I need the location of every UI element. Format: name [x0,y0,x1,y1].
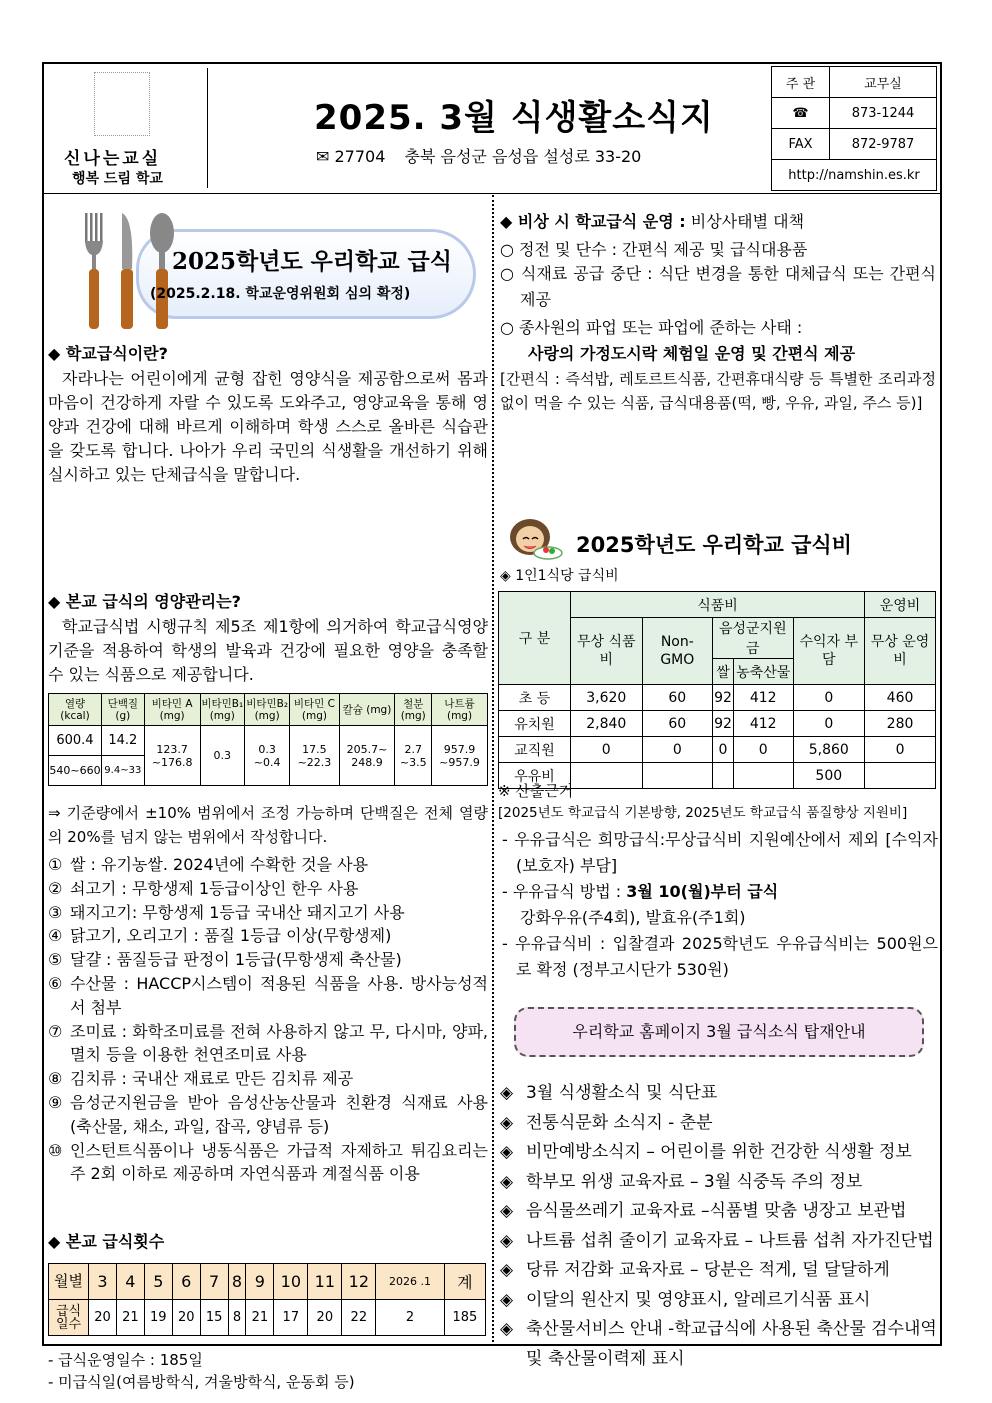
month-cell: 3 [89,1264,117,1300]
section-title-lunch-count: ◆ 본교 급식횟수 [48,1232,165,1251]
food-standards-list [48,801,488,1186]
list-item [48,1091,488,1139]
fee-header: 무상 식품비 [571,618,643,685]
fee-cell: 2,840 [571,711,643,737]
item-number: ⑧ [48,1069,63,1089]
fee-header: 식품비 [571,592,865,618]
fee-cell: 0 [642,737,713,763]
item-number: ⑤ [48,950,63,970]
emergency-title-rest: 비상사태별 대책 [685,212,805,231]
fee-cell: 412 [733,685,793,711]
fee-cell: 60 [642,711,713,737]
item-number: ⑨ [48,1092,63,1112]
logo-text: 신나는교실 [64,149,162,169]
basis-title: ※ 산출근거 [498,782,574,800]
count-cell: 20 [308,1300,342,1336]
diamond-bullet-icon: ◈ [500,1260,514,1280]
month-cell: 7 [200,1264,228,1300]
list-item-text: 이달의 원산지 및 영양표시, 알레르기식품 표시 [526,1289,871,1310]
item-number: ⑥ [48,973,63,993]
fee-cell: 500 [793,763,865,789]
days-row-label: 급식 일수 [49,1300,89,1336]
diamond-bullet-icon: ◈ [500,1112,514,1133]
fee-cell: 0 [793,685,865,711]
list-item-text: 나트륨 섭취 줄이기 교육자료 – 나트륨 섭취 자가진단법 [526,1230,934,1251]
protein-range: 9.4~33 [101,756,144,786]
fee-cell: 60 [642,685,713,711]
count-cell: 20 [89,1300,117,1336]
kcal-range: 540~660 [49,756,102,786]
item-number: ⑩ [48,1140,63,1160]
list-item [500,1138,938,1168]
nutrient-header: 단백질 (g) [101,694,144,726]
homepage-content-list [500,1079,938,1374]
fee-title: 2025학년도 우리학교 급식비 [576,533,852,557]
diamond-bullet-icon: ◈ [500,1201,514,1221]
count-cell: 22 [342,1300,376,1336]
month-cell: 10 [274,1264,308,1300]
right-column [494,195,940,1369]
list-item [500,1168,938,1198]
item-text: 달걀 : 품질등급 판정이 1등급(무항생제 축산물) [70,950,402,970]
month-cell: 계 [444,1264,485,1300]
diamond-bullet-icon: ◈ [500,1171,514,1192]
lunch-count-table [48,1263,486,1336]
nutrient-range: 0.3 [200,726,244,786]
item-text: 닭고기, 오리고기 : 품질 1등급 이상(무항생제) [70,926,392,946]
fee-cell: 0 [733,737,793,763]
fee-cell: 0 [713,737,734,763]
list-item [500,1286,938,1316]
count-cell: 185 [444,1300,485,1336]
nutrient-header: 철분 (mg) [395,694,432,726]
no-lunch-days-note: - 미급식일(여름방학식, 겨울방학식, 운동회 등) [48,1373,355,1391]
list-item [500,1109,938,1139]
contact-value: 872-9787 [830,129,937,160]
phone-icon: ☎ [772,98,830,129]
list-item-text: 비만예방소식지 – 어린이를 위한 건강한 식생활 정보 [526,1142,912,1162]
simple-meal-note: [간편식 : 즉석밥, 레토르트식품, 간편휴대식량 등 특별한 조리과정 없이 먹을 수 있는 식품, 급식대용품(떡, 빵, 우유, 과일, 주스 등)] [500,370,936,412]
milk-method-label: - 우유급식 방법 : [502,882,627,901]
fee-cell: 0 [571,737,643,763]
diamond-bullet-icon: ◈ [500,1319,514,1339]
list-item [48,948,488,972]
nutrient-header: 비타민B₂ (mg) [244,694,289,726]
month-cell: 11 [308,1264,342,1300]
month-cell: 12 [342,1264,376,1300]
list-item [500,1256,938,1286]
fee-header: 농축산물 [733,659,793,685]
item-number: ⑦ [48,1021,63,1041]
zip-code: 27704 [334,147,386,166]
emergency-item: ○ 정전 및 단수 : 간편식 제공 및 급식대용품 [500,240,808,259]
contact-value: 교무실 [830,67,937,98]
nutrient-header: 비타민B₁ (mg) [200,694,244,726]
fee-cell: 3,620 [571,685,643,711]
item-number: ④ [48,926,63,946]
logo-image [94,72,150,136]
nutrient-range: 0.3 ~0.4 [244,726,289,786]
milk-note: - 우유급식은 희망급식:무상급식비 지원예산에서 제외 [수익자(보호자) 부담] [502,830,938,875]
emergency-item-bold: 사랑의 가정도시락 체험일 운영 및 간편식 제공 [528,344,856,363]
lunch-banner [80,213,480,329]
month-cell: 5 [144,1264,172,1300]
nutrient-range: 2.7 ~3.5 [395,726,432,786]
fee-row-label: 교직원 [499,737,571,763]
list-item [48,853,488,877]
address-text: 충북 음성군 음성읍 설성로 33-20 [404,147,642,166]
milk-fee-note: - 우유급식비 : 입찰결과 2025학년도 우유급식비는 500원으로 확정 (정부고시단가 530원) [502,934,938,979]
fee-header: 무상 운영비 [865,618,936,685]
diamond-bullet-icon: ◈ [500,1083,514,1103]
banner-title: 2025학년도 우리학교 급식 [172,248,452,275]
item-text: 돼지고기: 무항생제 1등급 국내산 돼지고기 사용 [70,902,405,922]
month-cell: 9 [246,1264,274,1300]
kcal-value: 600.4 [49,726,102,756]
fee-cell: 92 [713,711,734,737]
list-item [48,877,488,901]
list-item [48,1139,488,1187]
fee-row-label: 유치원 [499,711,571,737]
item-number: ③ [48,902,63,922]
contact-value: 873-1244 [830,98,937,129]
list-item-text: 당류 저감화 교육자료 – 당분은 적게, 덜 달달하게 [526,1260,890,1280]
diamond-bullet-icon: ◈ [500,1142,514,1162]
operating-days-note: - 급식운영일수 : 185일 [48,1351,203,1369]
nutrient-range: 205.7~ 248.9 [339,726,395,786]
nutrient-range: 17.5 ~22.3 [290,726,339,786]
contact-key: 주 관 [772,67,830,98]
header [44,64,940,194]
fee-cell: 92 [713,685,734,711]
mail-icon: ✉ [316,147,330,166]
item-text: 쌀 : 유기농쌀. 2024년에 수확한 것을 사용 [70,855,369,874]
list-item-text: 학부모 위생 교육자료 – 3월 식중독 주의 정보 [526,1171,863,1192]
fee-cell: 0 [793,711,865,737]
list-item [500,1079,938,1109]
list-item [48,901,488,925]
nutrient-header: 나트륨 (mg) [432,694,488,726]
nutrient-header: 비타민 C (mg) [290,694,339,726]
emergency-title-bold: ◆ 비상 시 학교급식 운영 : [500,212,686,231]
list-item [48,924,488,948]
emergency-item: ○ 종사원의 파업 또는 파업에 준하는 사태 : [500,318,803,337]
item-text: 조미료 : 화학조미료를 전혀 사용하지 않고 무, 다시마, 양파, 멸치 등을 이용한 천연조미료 사용 [70,1021,488,1065]
fee-cell: 0 [865,737,936,763]
fee-cell: 5,860 [793,737,865,763]
fee-row-label: 우유비 [499,763,571,789]
lunch-count-notes [48,1349,355,1393]
diamond-bullet-icon: ◈ [500,1289,514,1310]
lunch-fee-table [498,591,936,789]
month-cell: 8 [228,1264,246,1300]
fee-header: 쌀 [713,659,734,685]
list-item-text: 음식물쓰레기 교육자료 –식품별 맞춤 냉장고 보관법 [526,1201,907,1221]
month-cell: 6 [172,1264,200,1300]
protein-value: 14.2 [101,726,144,756]
fee-header: 음성군지원금 [713,618,793,659]
milk-types: 강화우유(주4회), 발효유(주1회) [520,908,746,927]
left-column [44,195,492,1391]
fee-row-label: 초 등 [499,685,571,711]
item-text: 수산물 : HACCP시스템이 적용된 식품을 사용. 방사능성적서 첨부 [70,973,488,1017]
contact-table [771,66,937,191]
item-text: 인스턴트식품이나 냉동식품은 가급적 자제하고 튀김요리는 주 2회 이하로 제공하며 자연식품과 계절식품 이용 [70,1140,488,1184]
list-item [48,1020,488,1068]
fee-subtitle: ◈ 1인1식당 급식비 [500,568,619,584]
count-cell: 8 [228,1300,246,1336]
knife-icon [114,213,140,329]
list-item-text: 축산물서비스 안내 -학교급식에 사용된 축산물 검수내역 및 축산물이력제 표시 [526,1319,937,1369]
list-item [500,1227,938,1257]
nutrient-range: 123.7 ~176.8 [144,726,200,786]
item-text: 김치류 : 국내산 재료로 만든 김치류 제공 [70,1069,354,1089]
emergency-title [500,209,804,232]
what-is-lunch-text: 자라나는 어린이에게 균형 잡힌 영양식을 제공함으로써 몸과 마음이 건강하게 자랄 수 있도록 도와주고, 영양교육을 통해 영양과 건강에 대해 바르게 이해하며 학생 스스로 올바른 식습관을 갖도록 합니다. 나아가 우리 국민의 식생활을 개선하기 위해 실시하고 있는 단체급식을 말합니다. [48,369,488,484]
nutrient-header: 칼슘 (mg) [339,694,395,726]
count-cell: 21 [116,1300,144,1336]
count-cell: 2 [376,1300,444,1336]
fee-cell: 412 [733,711,793,737]
standard-note: ⇒ 기준량에서 ±10% 범위에서 조정 가능하며 단백질은 전체 열량의 20%를 넘지 않는 범위에서 작성합니다. [48,804,488,846]
month-cell: 4 [116,1264,144,1300]
nutrition-table [48,693,488,786]
section-title-nutrition: ◆ 본교 급식의 영양관리는? [48,592,241,611]
count-cell: 19 [144,1300,172,1336]
address [316,144,641,167]
item-number: ② [48,878,63,898]
contact-key: FAX [772,129,830,160]
page-title: 2025. 3월 식생활소식지 [314,98,714,138]
diamond-bullet-icon: ◈ [500,1230,514,1251]
item-number: ① [48,855,63,874]
banner-subtitle: (2025.2.18. 학교운영위원회 심의 확정) [150,286,411,302]
item-text: 음성군지원금을 받아 음성산농산물과 친환경 식재료 사용(축산물, 채소, 과일, 잡곡, 양념류 등) [70,1092,488,1136]
item-text: 쇠고기 : 무항생제 1등급이상인 한우 사용 [70,878,359,898]
nutrient-range: 957.9 ~957.9 [432,726,488,786]
milk-method-date: 3월 10(월)부터 급식 [626,882,779,901]
list-item-text: 3월 식생활소식 및 식단표 [526,1083,718,1103]
emergency-item: ○ 식재료 공급 중단 : 식단 변경을 통한 대체급식 또는 간편식 제공 [500,264,936,309]
basis-reference: [2025년도 학교급식 기본방향, 2025년도 학교급식 품질향상 지원비] [498,805,908,821]
cook-character-icon [504,513,564,563]
fee-header: Non- GMO [642,618,713,685]
nutrient-header: 열량 (kcal) [49,694,102,726]
nutrition-text: 학교급식법 시행규칙 제5조 제1항에 의거하여 학교급식영양 기준을 적용하여 학생의 발육과 건강에 필요한 영양을 충족할 수 있는 식품으로 제공합니다. [48,617,488,684]
fee-header: 운영비 [865,592,936,618]
fee-header: 구 분 [499,592,571,685]
section-title-what-is-lunch: ◆ 학교급식이란? [48,344,168,363]
list-item [500,1197,938,1227]
count-cell: 20 [172,1300,200,1336]
fee-header: 수익자 부담 [793,618,865,685]
fee-cell: 460 [865,685,936,711]
milk-method [498,879,938,905]
school-url-link[interactable]: http://namshin.es.kr [772,160,937,191]
homepage-notice: 우리학교 홈페이지 3월 급식소식 탑재안내 [514,1007,924,1057]
logo-slogan: 행복 드림 학교 [72,171,163,187]
list-item [500,1315,938,1374]
count-cell: 15 [200,1300,228,1336]
newsletter-frame [42,62,942,1391]
list-item-text: 전통식문화 소식지 - 춘분 [526,1112,713,1133]
fee-cell: 280 [865,711,936,737]
count-cell: 21 [246,1300,274,1336]
fork-icon [82,213,108,329]
count-cell: 17 [274,1300,308,1336]
nutrient-header: 비타민 A (mg) [144,694,200,726]
list-item [48,972,488,1020]
month-row-label: 월별 [49,1264,89,1300]
list-item [48,1067,488,1091]
school-logo-box [50,68,208,188]
month-cell: 2026 .1 [376,1264,444,1300]
